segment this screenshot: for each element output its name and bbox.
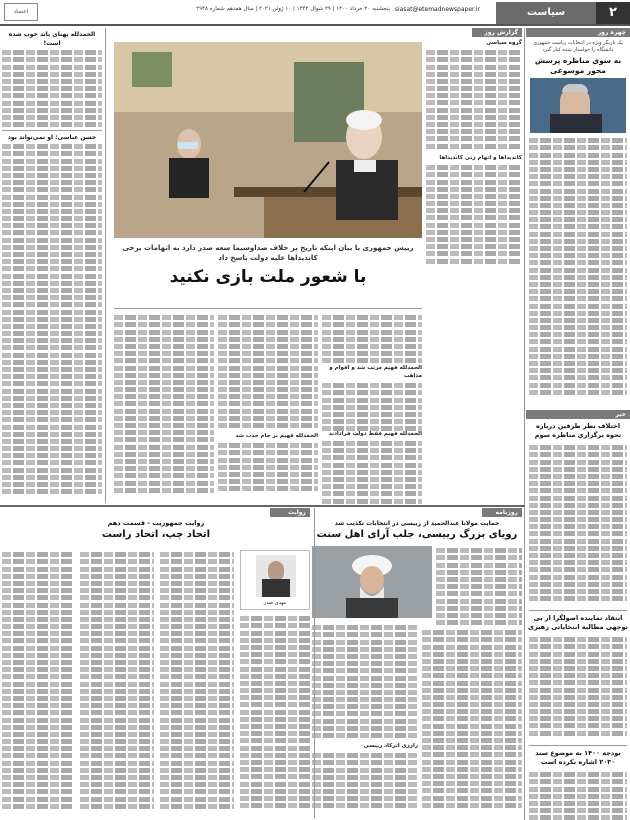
author-name: مهدی صدر bbox=[263, 599, 287, 606]
page-number: ۲ bbox=[596, 2, 630, 24]
right-kicker: یک بازیگر ویژه در انتخابات ریاست جمهوری دانشگاه را خواستار شده کنار گیرد bbox=[533, 40, 623, 53]
right-body-2 bbox=[529, 443, 627, 608]
br-body-d bbox=[312, 751, 418, 811]
bottom-left-kicker: روایت جمهوریت - قسمت دهم bbox=[107, 519, 205, 527]
center-main bbox=[112, 28, 522, 503]
bottom-right-kicker: حمایت مولانا عبدالحمید از رییسی در انتخابات تکذیب شد bbox=[334, 520, 500, 527]
bottom-right-sub: راززی اترکاد رییسی bbox=[363, 743, 418, 749]
lead-body-2 bbox=[426, 163, 522, 268]
left-column bbox=[2, 30, 102, 502]
column-divider bbox=[524, 28, 525, 820]
center-col-1 bbox=[322, 313, 422, 503]
bl-body-d bbox=[2, 550, 74, 812]
left-title-1: الحمدلله پهنای باند خوب شده است! bbox=[8, 31, 96, 47]
story4-title: بودجه ۱۴۰۰ به موضوع سند ۲۰۳۰ اشاره نکرده است bbox=[535, 749, 621, 766]
news-bar: خبر bbox=[526, 410, 630, 419]
bottom-right-bar: روزنامه bbox=[482, 508, 522, 517]
headline-kicker: رییس جمهوری با بیان اینکه تاریخ بر خلاف صداوسیما سعه صدر دارد به اتهامات برخی کاندیداها علیه دولت پاسخ داد bbox=[122, 244, 414, 262]
right-title: به سوی مناظره پرسش محور موسوعی bbox=[534, 56, 622, 75]
headline-block bbox=[114, 243, 422, 303]
c1-body-c bbox=[322, 439, 422, 509]
center-col-2 bbox=[218, 313, 318, 503]
bl-body-b bbox=[160, 550, 234, 812]
lead-sub-2: کاندیداها و اتهام زنی کاندیداها bbox=[439, 154, 522, 161]
c1-body-a bbox=[322, 313, 422, 365]
right-body-3 bbox=[529, 635, 627, 743]
c3-body bbox=[114, 313, 214, 501]
lead-story-column bbox=[426, 40, 522, 265]
cleric-photo bbox=[312, 546, 432, 618]
story3-title: انتقاد نماینده اصولگرا از بی توجهی مطالبه انتخاباتی رهبری bbox=[528, 614, 628, 631]
right-body-4 bbox=[529, 770, 627, 820]
bottom-rule bbox=[0, 505, 525, 507]
lead-sub-1: گروه سیاسی bbox=[486, 40, 522, 46]
center-bar: گزارش روز bbox=[472, 28, 522, 37]
lead-body-1 bbox=[426, 48, 522, 153]
center-sub-4: الحمدلله فهیم فقط دولت فرادادند bbox=[328, 430, 422, 437]
right-column bbox=[526, 28, 630, 820]
center-col-3 bbox=[114, 313, 214, 503]
section-title: سیاست bbox=[496, 2, 596, 24]
left-body-2 bbox=[2, 142, 102, 512]
portrait-photo bbox=[530, 78, 626, 133]
c2-body-a bbox=[218, 313, 318, 433]
br-body-b bbox=[422, 628, 522, 813]
c2-body-b bbox=[218, 441, 318, 499]
center-sub-5: الحمدلله فهیم بر جام حذب شد bbox=[235, 433, 318, 439]
br-body-c bbox=[312, 623, 418, 743]
c1-body-b bbox=[322, 381, 422, 431]
author-photo bbox=[256, 555, 296, 597]
bottom-right-title: رویای بزرگ رییسی، جلب آرای اهل سنت bbox=[316, 529, 518, 540]
right-body-1 bbox=[529, 136, 627, 406]
main-photo bbox=[114, 42, 422, 238]
bl-body-a bbox=[240, 614, 310, 812]
bottom-right-story bbox=[312, 508, 522, 818]
headline: با شعور ملت بازی نکنید bbox=[169, 267, 367, 287]
dateline: پنجشنبه ۲۰ خرداد ۱۴۰۰ | ۲۹ شوال ۱۴۴۲ | ۱۰ ژوئن ۲۰۲۱ | سال هفدهم شماره ۴۹۴۸ bbox=[196, 6, 390, 12]
story2-title: اختلاف نظر طرفین درباره نحوه برگزاری مناظره سوم bbox=[534, 422, 622, 439]
bottom-left-story bbox=[2, 508, 310, 818]
center-sub-3: الحمدلله فهیم مرتب شد و اقوام و مذاهب bbox=[329, 365, 422, 379]
bottom-divider bbox=[314, 508, 315, 818]
br-body-a bbox=[436, 546, 522, 626]
column-divider-left bbox=[105, 28, 106, 503]
br-col-left bbox=[312, 623, 418, 813]
left-body-1 bbox=[2, 48, 102, 128]
left-title-2: حسن عباسی: او نمی‌تواند بود bbox=[7, 134, 97, 141]
headline-rule bbox=[114, 308, 422, 309]
bottom-left-title: اتحاد چپ، اتحاد راست bbox=[101, 529, 211, 540]
right-column-bar: چهره روز bbox=[526, 28, 630, 37]
website-email[interactable]: siasat@etemadnewspaper.ir bbox=[394, 6, 480, 13]
newspaper-logo: اعتماد bbox=[4, 3, 38, 21]
page-header bbox=[0, 0, 630, 26]
author-box bbox=[240, 550, 310, 610]
bl-body-c bbox=[80, 550, 154, 812]
bottom-mid-bar: روایت bbox=[270, 508, 310, 517]
